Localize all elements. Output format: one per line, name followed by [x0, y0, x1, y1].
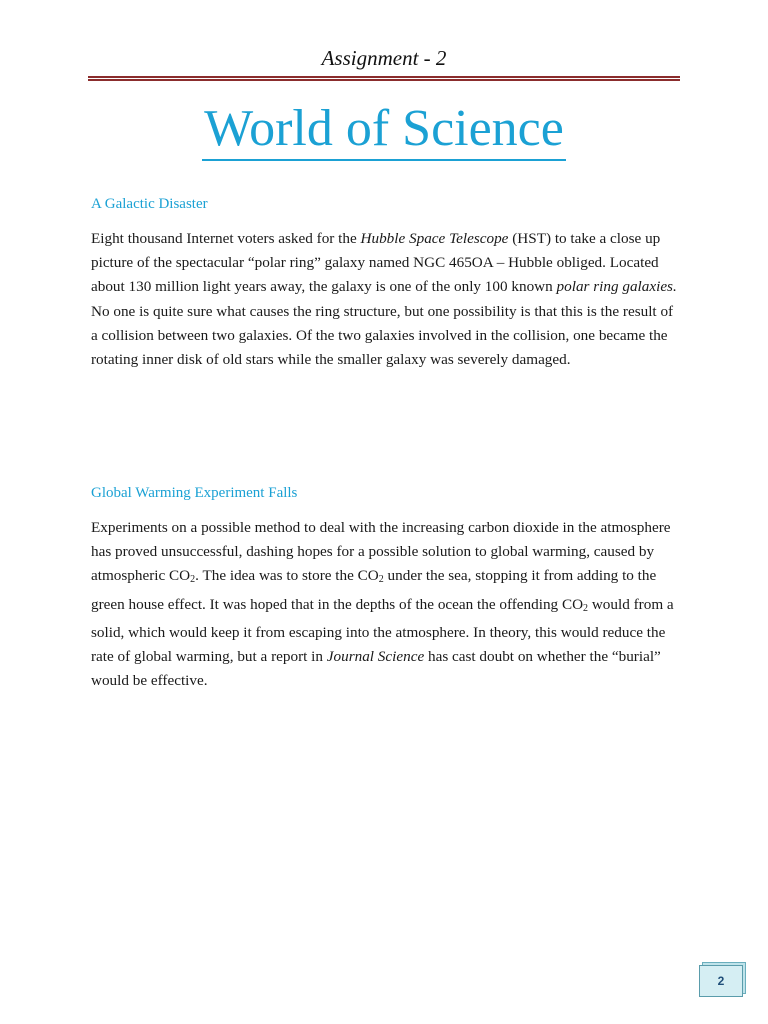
document-title	[0, 100, 768, 157]
section-galactic-disaster	[91, 196, 679, 372]
section-paragraph: Experiments on a possible method to deal with the increasing carbon dioxide in the atmosphere has proved unsuccessful, dashing hopes for a possible solution to global warming, caused by atmospheric $CO_2$. The idea was to store the $CO_2$ under the sea, stopping it from adding to the green house effect. It was hoped that in the depths of the ocean the offending $CO_2$ would from a solid, which would keep it from escaping into the atmosphere. In theory, this would reduce the rate of global warming, but a report in Journal Science has cast doubt on whether the “burial” would be effective.	[91, 519, 674, 690]
section-paragraph: Eight thousand Internet voters asked for the Hubble Space Telescope (HST) to take a close up picture of the spectacular “polar ring” galaxy named NGC 465OA – Hubble obliged. Located about 130 million light years away, the galaxy is one of the only 100 known polar ring galaxies. No one is quite sure what causes the ring structure, but one possibility is that this is the result of a collision between two galaxies. Of the two galaxies involved in the collision, one became the rotating inner disk of old stars while the smaller galaxy was severely damaged.	[91, 230, 677, 369]
header-divider	[88, 76, 680, 81]
page-number-badge	[699, 962, 747, 996]
document-title-text: World of Science	[202, 100, 566, 161]
assignment-header: Assignment - 2	[321, 46, 447, 70]
page-number: 2	[699, 965, 743, 997]
section-global-warming	[91, 485, 679, 693]
section-heading: A Galactic Disaster	[91, 196, 208, 212]
section-heading: Global Warming Experiment Falls	[91, 485, 298, 501]
